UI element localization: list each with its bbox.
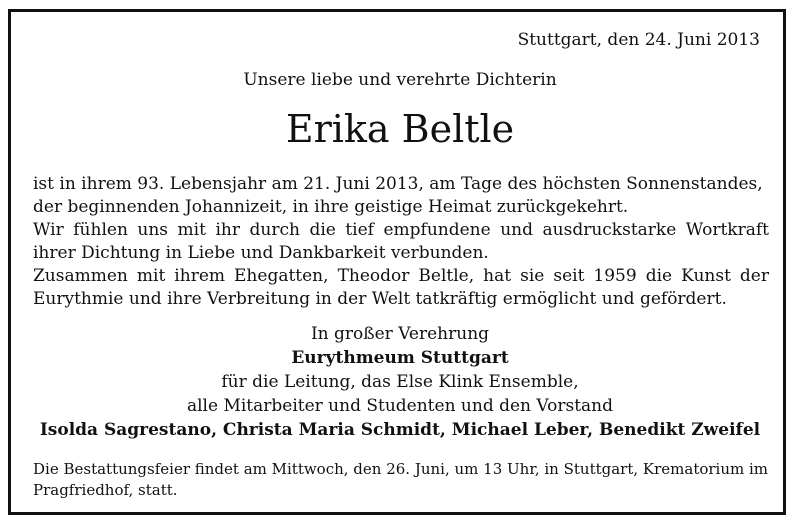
paragraph-gratitude: Wir fühlen uns mit ihr durch die tief empfundene und ausdruckstarke Wortkraft ihrer Dichtung in Liebe und Dankbarkeit verbunden. [33, 220, 769, 263]
date-line: Stuttgart, den 24. Juni 2013 [517, 30, 760, 50]
intro-line: Unsere liebe und verehrte Dichterin [243, 70, 557, 90]
closing-line-leadership: für die Leitung, das Else Klink Ensemble, [221, 372, 579, 392]
closing-block [0, 322, 800, 442]
obituary-body [33, 173, 769, 311]
signatories: Isolda Sagrestano, Christa Maria Schmidt, Michael Leber, Benedikt Zweifel [39, 420, 761, 440]
deceased-name: Erika Beltle [285, 107, 515, 151]
paragraph-passing: ist in ihrem 93. Lebensjahr am 21. Juni 2013, am Tage des höchsten Sonnenstandes, der beginnenden Johannizeit, in ihre geistige Heimat zurückgekehrt. [33, 174, 763, 217]
organization-name: Eurythmeum Stuttgart [291, 348, 509, 368]
closing-greeting: In großer Verehrung [310, 324, 490, 344]
paragraph-eurythmy: Zusammen mit ihrem Ehegatten, Theodor Beltle, hat sie seit 1959 die Kunst der Eurythmie und ihre Verbreitung in der Welt tatkräftig ermöglicht und gefördert. [33, 266, 769, 309]
closing-line-staff: alle Mitarbeiter und Studenten und den Vorstand [186, 396, 614, 416]
funeral-notice: Die Bestattungsfeier findet am Mittwoch, den 26. Juni, um 13 Uhr, in Stuttgart, Krematorium im Pragfriedhof, statt. [33, 460, 769, 499]
